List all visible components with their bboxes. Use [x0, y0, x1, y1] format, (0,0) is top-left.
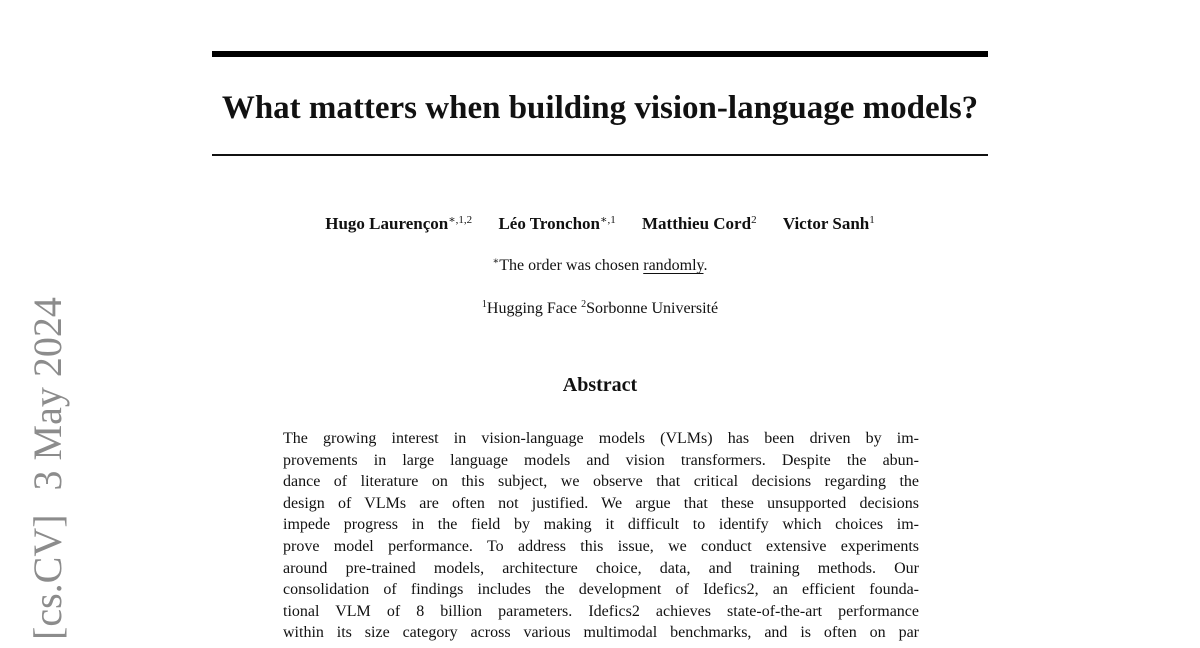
affiliations — [212, 294, 988, 320]
author-marks: 1 — [869, 214, 875, 226]
abstract-line: provements in large language models and vision transformers. Despite the abun- — [283, 451, 919, 469]
author-name: Matthieu Cord — [641, 214, 752, 233]
title-top-rule — [212, 51, 988, 57]
author — [325, 208, 472, 236]
author-order-note — [212, 251, 988, 277]
abstract-line: within its size category across various multimodal benchmarks, and is often on par — [283, 624, 919, 642]
author — [498, 208, 615, 236]
author-name: Hugo Laurençon — [325, 214, 449, 233]
note-text: The order was chosen — [499, 257, 644, 274]
abstract-line: consolidation of findings includes the development of Idefics2, an efficient founda- — [283, 581, 919, 599]
paper-title: What matters when building vision-language models? — [221, 90, 979, 126]
abstract-body — [283, 428, 919, 644]
author-name: Victor Sanh — [782, 214, 870, 233]
author — [642, 208, 757, 236]
abstract-line: prove model performance. To address this issue, we conduct extensive experiments — [283, 537, 919, 555]
abstract-line: tional VLM of 8 billion parameters. Idefics2 achieves state-of-the-art performance — [283, 602, 919, 620]
abstract-heading: Abstract — [562, 374, 638, 396]
abstract-line: The growing interest in vision-language models (VLMs) has been driven by im- — [283, 430, 919, 447]
author-marks: ∗,1 — [600, 214, 616, 226]
affiliation-name: Sorbonne Université — [586, 300, 719, 317]
affiliation-mark: 2 — [581, 299, 587, 310]
abstract-line: impede progress in the field by making it difficult to identify which choices im- — [283, 516, 919, 534]
author-name: Léo Tronchon — [498, 214, 600, 233]
abstract-line: around pre-trained models, architecture choice, data, and training methods. Our — [283, 559, 919, 577]
note-link[interactable]: randomly — [643, 257, 704, 274]
abstract-line: design of VLMs are often not justified. We argue that these unsupported decisions — [283, 494, 919, 512]
author-marks: 2 — [751, 214, 757, 226]
title-bottom-rule — [212, 154, 988, 156]
author-list — [212, 208, 988, 236]
author — [783, 208, 875, 236]
note-suffix: . — [703, 257, 708, 274]
author-marks: ∗,1,2 — [448, 214, 473, 226]
affiliation-name: Hugging Face — [486, 300, 582, 317]
note-mark: ∗ — [492, 256, 500, 267]
arxiv-category: [cs.CV] — [25, 514, 70, 640]
arxiv-side-stamp — [25, 297, 70, 640]
abstract-line: dance of literature on this subject, we observe that critical decisions regarding the — [283, 473, 919, 491]
affiliation-mark: 1 — [481, 299, 487, 310]
arxiv-date: 3 May 2024 — [25, 297, 70, 491]
